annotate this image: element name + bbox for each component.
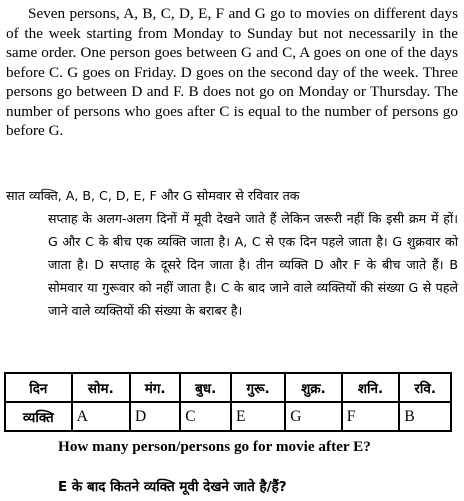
table-day-thu: गुरू.	[231, 373, 285, 402]
table-cell-person: F	[342, 402, 400, 431]
question-hindi: E के बाद कितने व्यक्ति मूवी देखने जाते है/हैं?	[58, 479, 287, 495]
table-cell-person: B	[399, 402, 451, 431]
puzzle-hindi	[6, 184, 458, 323]
table-day-tue: मंग.	[130, 373, 180, 402]
question-english: How many person/persons go for movie after E?	[58, 438, 371, 455]
table-cell-person: G	[285, 402, 342, 431]
table-cell-person: C	[180, 402, 231, 431]
table-day-sat: शनि.	[342, 373, 400, 402]
table-header-label: दिन	[5, 373, 72, 402]
table-cell-person: A	[72, 402, 130, 431]
puzzle-english: Seven persons, A, B, C, D, E, F and G go to movies on different days of the week starting from Monday to Sunday but not necessarily in the same order. One person goes between G and C, A goes on one of the days before C. G goes on Friday. D goes on the second day of the week. Three persons go between D and F. B does not go on Monday or Thursday. The number of persons who goes after C is equal to the number of persons go before G.	[6, 5, 458, 139]
table-cell-person: E	[231, 402, 285, 431]
puzzle-hindi-first-line: सात व्यक्ति, A, B, C, D, E, F और G सोमवार से रविवार तक	[6, 188, 300, 203]
table-cell-person: D	[130, 402, 180, 431]
table-day-mon: सोम.	[72, 373, 130, 402]
schedule-table	[4, 372, 452, 432]
table-day-fri: शुक्र.	[285, 373, 342, 402]
table-day-wed: बुध.	[180, 373, 231, 402]
table-header-row	[5, 373, 451, 402]
puzzle-hindi-rest: सप्ताह के अलग-अलग दिनों में मूवी देखने जाते हैं लेकिन जरूरी नहीं कि इसी क्रम में हों। G और C के बीच एक व्यक्ति जाता है। A, C से एक दिन पहले जाता है। G शुक्रवार को जाता है। D सप्ताह के दूसरे दिन जाता है। तीन व्यक्ति D और F के बीच जाते हैं। B सोमवार या गुरूवार को नहीं जाता है। C के बाद जाने वाले व्यक्तियों की संख्या G से पहले जाने वाले व्यक्तियों की संख्या के बराबर है।	[48, 211, 458, 319]
table-day-sun: रवि.	[399, 373, 451, 402]
table-row-label: व्यक्ति	[5, 402, 72, 431]
table-person-row	[5, 402, 451, 431]
